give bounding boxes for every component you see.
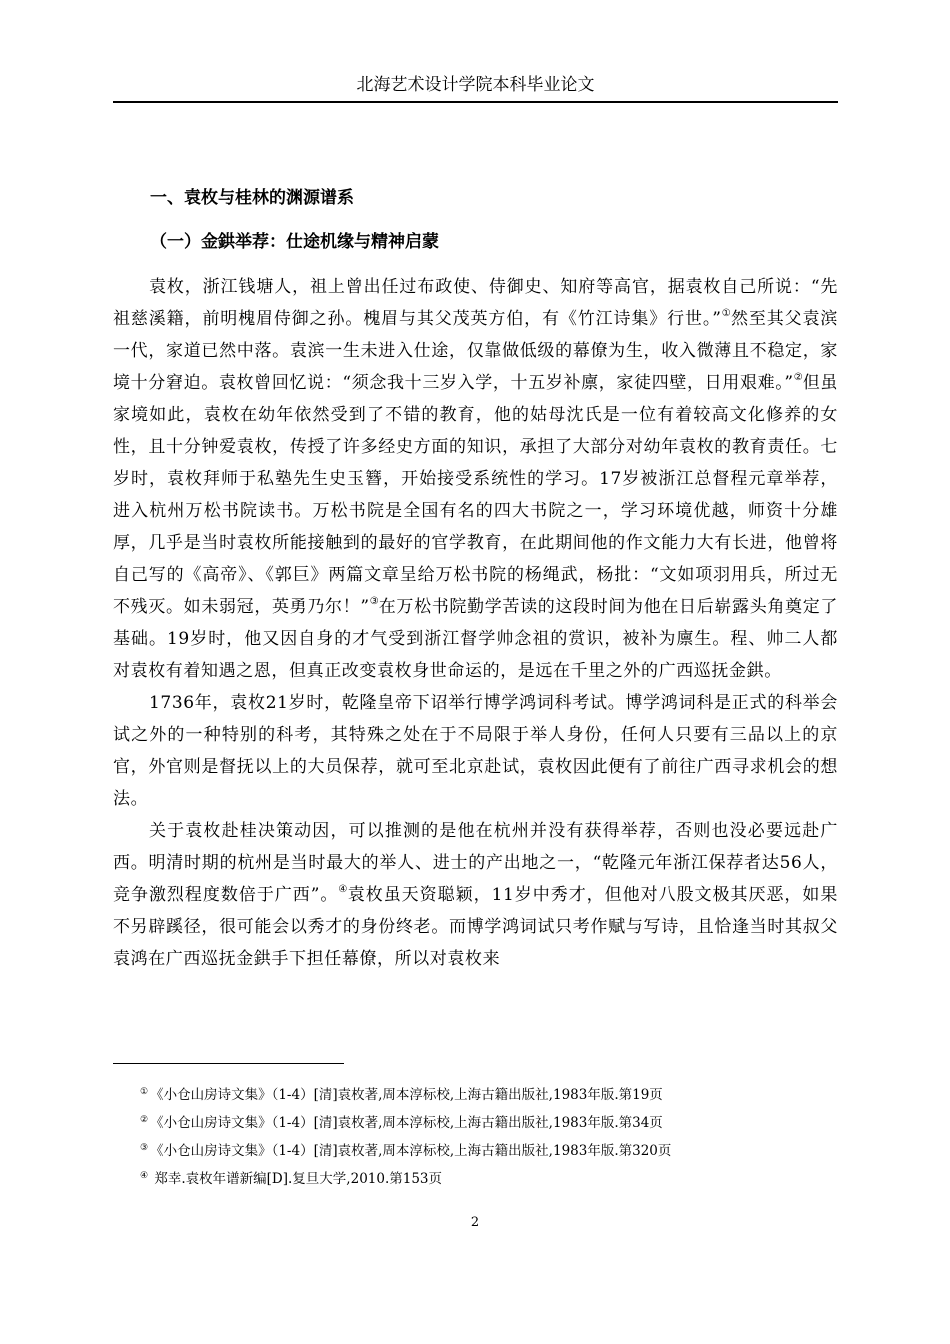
footnote-mark: ④	[140, 1171, 149, 1181]
footnote-2	[140, 1109, 840, 1137]
paragraph-1-text-a: 袁枚，浙江钱塘人，祖上曾出任过布政使、侍御史、知府等高官，据袁枚自己所说：“先祖慈溪籍，前明槐眉侍御之孙。槐眉与其父茂英方伯，有《竹江诗集》行世。”	[113, 277, 838, 329]
paragraph-1	[113, 271, 838, 687]
footnote-3	[140, 1137, 840, 1165]
subsection-heading: （一）金鉷举荐：仕途机缘与精神启蒙	[150, 232, 439, 252]
page-number: 2	[470, 1215, 480, 1230]
footnotes	[140, 1081, 840, 1193]
paragraph-3	[113, 815, 838, 975]
footnote-text: 郑幸.袁枚年谱新编[D].复旦大学,2010.第153页	[150, 1171, 443, 1187]
footnote-ref-1: ①	[721, 308, 732, 319]
running-header: 北海艺术设计学院本科毕业论文	[356, 75, 595, 95]
paragraph-2: 1736年，袁枚21岁时，乾隆皇帝下诏举行博学鸿词科考试。博学鸿词科是正式的科举会试之外的一种特别的科考，其特殊之处在于不局限于举人身份，任何人只要有三品以上的京官，外官则是督抚以上的大员保荐，就可至北京赴试，袁枚因此便有了前往广西寻求机会的想法。	[113, 693, 838, 809]
footnote-ref-2: ②	[793, 372, 803, 383]
footnote-mark: ③	[140, 1143, 149, 1153]
footnote-mark: ①	[140, 1087, 149, 1097]
paragraph-1-text-b: 然至其父袁滨一代，家道已然中落。袁滨一生未进入仕途，仅靠做低级的幕僚为生，收入微薄且不稳定，家境十分窘迫。袁枚曾回忆说：“须念我十三岁入学，十五岁补廪，家徒四壁，日用艰难。”	[113, 309, 838, 393]
footnote-text: 《小仓山房诗文集》（1-4）[清]袁枚著,周本淳标校,上海古籍出版社,1983年版.第34页	[150, 1115, 663, 1131]
footnote-4	[140, 1165, 840, 1193]
body-text	[113, 271, 838, 975]
footnote-ref-4: ④	[338, 884, 348, 895]
paragraph-1-text-c: 但虽家境如此，袁枚在幼年依然受到了不错的教育，他的姑母沈氏是一位有着较高文化修养的女性，且十分钟爱袁枚，传授了许多经史方面的知识，承担了大部分对幼年袁枚的教育责任。七岁时，袁枚拜师于私塾先生史玉簪，开始接受系统性的学习。17岁被浙江总督程元章举荐，进入杭州万松书院读书。万松书院是全国有名的四大书院之一，学习环境优越，师资十分雄厚，几乎是当时袁枚所能接触到的最好的官学教育，在此期间他的作文能力大有长进，他曾将自己写的《高帝》、《郭巨》两篇文章呈给万松书院的杨绳武，杨批：“文如项羽用兵，所过无不残灭。如未弱冠，英勇乃尔！”	[113, 373, 838, 617]
paragraph-1-text-d: 在万松书院勤学苦读的这段时间为他在日后崭露头角奠定了基础。19岁时，他又因自身的才气受到浙江督学帅念祖的赏识，被补为廪生。程、帅二人都对袁枚有着知遇之恩，但真正改变袁枚身世命运的，是远在千里之外的广西巡抚金鉷。	[113, 597, 838, 681]
footnote-ref-3: ③	[369, 596, 379, 607]
section-heading: 一、袁枚与桂林的渊源谱系	[150, 188, 354, 208]
paragraph-3-text-b: 袁枚虽天资聪颖，11岁中秀才，但他对八股文极其厌恶，如果不另辟蹊径，很可能会以秀才的身份终老。而博学鸿词试只考作赋与写诗，且恰逢当时其叔父袁鸿在广西巡抚金鉷手下担任幕僚，所以对袁枚来	[113, 885, 838, 969]
paragraph-3-text-a: 关于袁枚赴桂决策动因，可以推测的是他在杭州并没有获得举荐，否则也没必要远赴广西。明清时期的杭州是当时最大的举人、进士的产出地之一，“乾隆元年浙江保荐者达56人，竞争激烈程度数倍于广西”。	[113, 821, 838, 905]
footnote-text: 《小仓山房诗文集》（1-4）[清]袁枚著,周本淳标校,上海古籍出版社,1983年版.第320页	[150, 1143, 672, 1159]
footnote-separator	[113, 1063, 344, 1064]
footnote-mark: ②	[140, 1115, 149, 1125]
footnote-1	[140, 1081, 840, 1109]
header-divider	[113, 101, 838, 103]
footnote-text: 《小仓山房诗文集》（1-4）[清]袁枚著,周本淳标校,上海古籍出版社,1983年版.第19页	[150, 1087, 663, 1103]
